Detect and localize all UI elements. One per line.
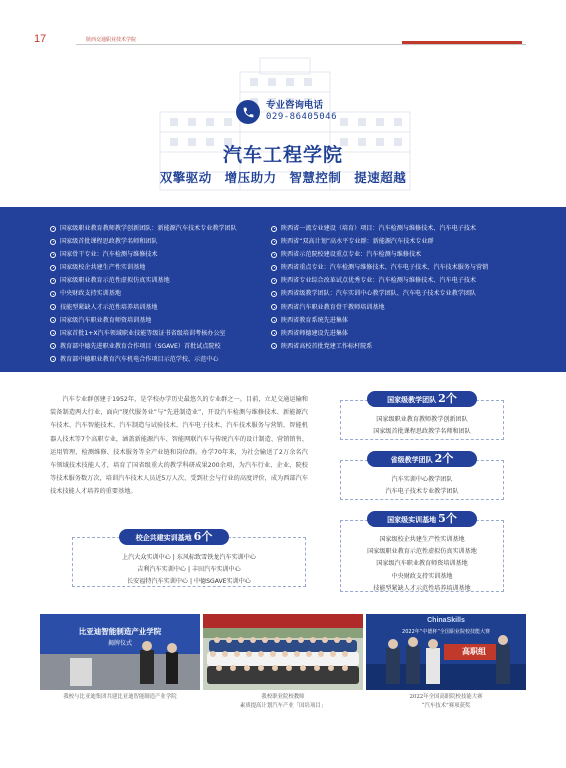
- list-item: 国家级汽车职业教育师资培训基地: [376, 560, 468, 568]
- national-team-tag: [367, 391, 477, 407]
- honor-item: [50, 340, 268, 353]
- honor-item: [50, 353, 268, 366]
- list-item: 国家级职业教育示范性虚拟仿真实训基地: [367, 548, 477, 556]
- intro-paragraph: 汽车专业群创建于1952年，是学校办学历史最悠久的专业群之一。目前，立足交通运输和装备制造两大行业，面向“现代服务业”与“先进制造业”，开设汽车检测与维修技术、新能源汽车技术、汽车智能技术、汽车制造与试验技术、汽车电子技术、汽车技术服务与营销、智能机器人技术等7个高职专业，涵盖新能源汽车、智能网联汽车与传统汽车的设计制造、营销销售、运用管理、检测维修、技术服务等全产业链和岗位群。办学70年来，为社会输送了2万余名汽车领域技术技能人才，培育了国省级重大的教学科研成果200余项，为汽车行业、企业、院校等技术服务数万次，培训汽车技术人员近5万人次，受到社会与行业的高度评价，成为西部汽车技术技能人才培养的重要基地。: [50, 396, 308, 496]
- honor-item: [271, 248, 541, 261]
- tag-count: 2个: [438, 392, 457, 405]
- college-slogan: 双擎驱动 增压助力 智慧控制 提速超越: [159, 170, 407, 185]
- caption-line: 素质提高计划汽车产业「国培项目」: [239, 703, 327, 709]
- honor-item: [50, 301, 268, 314]
- hotline-number: 029-86405046: [266, 112, 338, 123]
- circle-bullet-icon: [271, 252, 277, 258]
- list-item: 汽车电子技术专业教学团队: [385, 488, 459, 496]
- honor-item: [271, 235, 541, 248]
- honor-text: 国家首批1+X汽车领域职业技能等级证书省级培训考核办公室: [60, 329, 226, 337]
- photo-banner-title: 比亚迪智能制造产业学院: [78, 627, 162, 636]
- circle-bullet-icon: [50, 226, 56, 232]
- honor-item: [50, 274, 268, 287]
- honor-item: [271, 314, 541, 327]
- honor-item: [271, 222, 541, 235]
- college-name: 汽车工程学院: [222, 144, 343, 166]
- circle-bullet-icon: [50, 304, 56, 310]
- provincial-team-tag: [367, 451, 477, 467]
- honor-text: 国家级职业教育示范性虚拟仿真实训基地: [60, 277, 170, 285]
- honor-item: [271, 261, 541, 274]
- consult-hotline: [236, 100, 337, 124]
- circle-bullet-icon: [271, 317, 277, 323]
- photo-group-training: [203, 614, 363, 690]
- circle-bullet-icon: [50, 265, 56, 271]
- coop-base-name: 上汽大众实训中心: [122, 554, 171, 561]
- photo-byd-ceremony: [40, 614, 200, 690]
- circle-bullet-icon: [50, 278, 56, 284]
- photo-skills-award: [366, 614, 526, 690]
- list-item: 吉利汽车实训中心 | 丰田汽车实训中心: [137, 566, 241, 574]
- caption-line: 我校与比亚迪集团共建比亚迪智能制造产业学院: [63, 694, 177, 700]
- circle-bullet-icon: [271, 278, 277, 284]
- honor-item: [50, 222, 268, 235]
- photo-caption: [203, 693, 363, 711]
- header-divider: [76, 44, 526, 45]
- honor-text: 陕西省专业综合改革试点优秀专业：汽车检测与维修技术、汽车电子技术: [281, 277, 476, 285]
- national-base-tag: [367, 511, 477, 527]
- honor-item: [271, 287, 541, 300]
- list-item: 上汽大众实训中心 | 东风标致雪铁龙汽车实训中心: [122, 554, 256, 561]
- page-number: 17: [34, 33, 47, 45]
- honor-text: 国家级职业教育教师教学创新团队：新能源汽车技术专业教学团队: [60, 225, 237, 232]
- honor-text: 陕西省示范院校建设重点专业：汽车检测与维修技术: [281, 251, 422, 259]
- list-item: 国家级首批课程思政教学名师和团队: [373, 428, 471, 436]
- honor-item: [50, 261, 268, 274]
- coop-base-name: 东风标致雪铁龙汽车实训中心: [176, 554, 256, 561]
- honor-item: [50, 248, 268, 261]
- circle-bullet-icon: [271, 265, 277, 271]
- honor-item: [271, 327, 541, 340]
- circle-bullet-icon: [271, 343, 277, 349]
- national-base-panel: [340, 520, 504, 592]
- circle-bullet-icon: [50, 317, 56, 323]
- tag-count: 6个: [193, 530, 213, 543]
- honor-item: [50, 314, 268, 327]
- circle-bullet-icon: [271, 304, 277, 310]
- tag-count: 2个: [434, 452, 454, 465]
- photo-caption: [40, 693, 200, 702]
- circle-bullet-icon: [271, 239, 277, 245]
- honor-text: 中央财政支持实训基地: [60, 290, 121, 298]
- tag-title: 校企共建实训基地: [135, 534, 192, 542]
- coop-base-name: 丰田汽车实训中心: [191, 566, 241, 574]
- circle-bullet-icon: [50, 291, 56, 297]
- photo-caption: [366, 693, 526, 711]
- photo-banner-title: ChinaSkills: [427, 617, 465, 624]
- honor-text: 陕西省师德建设先进集体: [281, 329, 349, 337]
- honors-list-provincial: [271, 222, 541, 353]
- photo-banner-subtitle: 2022年“中德杯”全国职业院校技能大赛: [402, 629, 490, 635]
- honor-text: 陕西省重点专业：汽车检测与维修技术、汽车电子技术、汽车技术服务与营销: [281, 264, 489, 272]
- caption-line: 我校职业院校教师: [261, 694, 305, 700]
- circle-bullet-icon: [50, 343, 56, 349]
- photo-banner-subtitle: 揭牌仪式: [107, 640, 132, 647]
- list-item: 国家级校企共建生产性实训基地: [379, 536, 465, 543]
- caption-line: 2022年全国高职院校技能大赛: [409, 694, 483, 700]
- circle-bullet-icon: [271, 330, 277, 336]
- circle-bullet-icon: [271, 226, 277, 232]
- coop-base-name: 吉利汽车实训中心: [137, 566, 187, 574]
- honor-text: 陕西省汽车职业教育骨干教师培训基地: [281, 303, 385, 311]
- list-item: 国家级职业教育教师教学创新团队: [376, 416, 468, 423]
- honor-item: [271, 274, 541, 287]
- photo-banner-group: 高职组: [462, 647, 486, 656]
- caption-line: “汽车技术”赛项获奖: [421, 703, 471, 709]
- honor-text: 陕西省教育系统先进集体: [281, 316, 349, 324]
- list-item: 长安福特汽车实训中心 | 中德SGAVE实训中心: [127, 578, 251, 586]
- honors-list-national: [50, 222, 268, 366]
- list-item: 技能型紧缺人才示范性培养培训基地: [373, 584, 471, 592]
- circle-bullet-icon: [50, 356, 56, 362]
- honor-text: 教育部中德职业教育汽车机电合作项目示范学校、示范中心: [60, 355, 219, 363]
- honor-item: [50, 235, 268, 248]
- honor-text: 教育部中德先进职业教育合作项目（SGAVE）首批试点院校: [60, 342, 221, 350]
- coop-base-name: 中德SGAVE实训中心: [193, 578, 251, 586]
- honor-text: 国家级汽车职业教育师资培训基地: [60, 316, 152, 324]
- honor-text: 陕西省“双高计划”高水平专业群：新能源汽车技术专业群: [281, 238, 434, 246]
- honor-text: 技能型紧缺人才示范性培养培训基地: [60, 303, 158, 311]
- tag-title: 国家级实训基地: [387, 516, 437, 524]
- circle-bullet-icon: [50, 252, 56, 258]
- honor-text: 国家骨干专业：汽车检测与维修技术: [60, 251, 158, 259]
- circle-bullet-icon: [271, 291, 277, 297]
- honor-text: 陕西省高校首批党建工作标杆院系: [281, 342, 373, 350]
- header-accent-bar: [402, 41, 522, 44]
- header-school-name: 陕西交通职业技术学院: [86, 37, 137, 43]
- list-item: 汽车实训中心教学团队: [391, 476, 453, 483]
- honor-item: [271, 340, 541, 353]
- tag-title: 国家级教学团队: [387, 396, 437, 404]
- circle-bullet-icon: [50, 239, 56, 245]
- honor-text: 国家级校企共建生产性实训基地: [60, 264, 146, 272]
- coop-base-name: 长安福特汽车实训中心: [127, 578, 189, 586]
- tag-title: 省级教学团队: [390, 456, 433, 464]
- circle-bullet-icon: [50, 330, 56, 336]
- coop-base-tag: [119, 529, 229, 545]
- tag-count: 5个: [438, 512, 457, 525]
- honor-item: [50, 287, 268, 300]
- phone-icon: [236, 100, 260, 124]
- honor-text: 陕西省级教学团队：汽车实训中心教学团队、汽车电子技术专业教学团队: [281, 290, 476, 298]
- honor-item: [50, 327, 268, 340]
- list-item: 中央财政支持实训基地: [391, 572, 453, 580]
- hotline-label: 专业咨询电话: [266, 100, 324, 112]
- honor-item: [271, 301, 541, 314]
- honor-text: 国家级首批课程思政教学名师和团队: [60, 238, 158, 246]
- honor-text: 陕西省一流专业建设（培育）项目：汽车检测与维修技术、汽车电子技术: [281, 225, 476, 232]
